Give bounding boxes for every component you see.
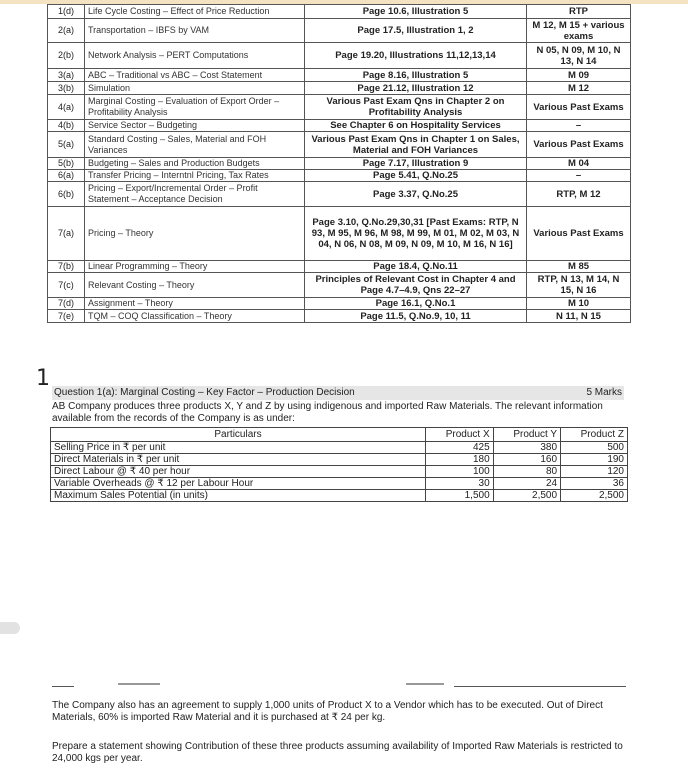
past-exams: RTP <box>527 5 631 19</box>
cell-value: 80 <box>493 466 560 478</box>
question-topic: Relevant Costing – Theory <box>85 273 305 298</box>
table-row <box>48 132 631 158</box>
past-exams: Various Past Exams <box>527 95 631 120</box>
cell-value: 2,500 <box>561 490 628 502</box>
question-number: 6(a) <box>48 170 85 182</box>
study-reference: Page 18.4, Q.No.11 <box>305 261 527 273</box>
cell-value: 120 <box>561 466 628 478</box>
question-number: 7(e) <box>48 310 85 323</box>
question-number: 4(a) <box>48 95 85 120</box>
study-reference: Page 19.20, Illustrations 11,12,13,14 <box>305 43 527 69</box>
column-header: Product X <box>426 428 494 442</box>
study-reference: Page 16.1, Q.No.1 <box>305 298 527 310</box>
question-topic: Transportation – IBFS by VAM <box>85 19 305 43</box>
table-row <box>48 43 631 69</box>
question-number: 7(b) <box>48 261 85 273</box>
question-topic: Standard Costing – Sales, Material and FOH Variances <box>85 132 305 158</box>
row-label: Variable Overheads @ ₹ 12 per Labour Hour <box>51 478 426 490</box>
past-exams: RTP, M 12 <box>527 182 631 207</box>
column-header: Particulars <box>51 428 426 442</box>
past-exams: M 10 <box>527 298 631 310</box>
question-topic: Transfer Pricing – Interntnl Pricing, Tax Rates <box>85 170 305 182</box>
question-number: 6(b) <box>48 182 85 207</box>
question-number: 2(a) <box>48 19 85 43</box>
question-marks: 5 Marks <box>586 387 622 398</box>
past-exams: N 05, N 09, M 10, N 13, N 14 <box>527 43 631 69</box>
question-topic: Service Sector – Budgeting <box>85 120 305 132</box>
past-exams: Various Past Exams <box>527 207 631 261</box>
cell-value: 2,500 <box>493 490 560 502</box>
study-reference: See Chapter 6 on Hospitality Services <box>305 120 527 132</box>
table-row <box>48 19 631 43</box>
study-reference: Page 11.5, Q.No.9, 10, 11 <box>305 310 527 323</box>
past-exams: Various Past Exams <box>527 132 631 158</box>
cell-value: 24 <box>493 478 560 490</box>
cell-value: 1,500 <box>426 490 494 502</box>
past-exams: M 04 <box>527 158 631 170</box>
question-number: 2(b) <box>48 43 85 69</box>
question-number: 5(a) <box>48 132 85 158</box>
divider-mark <box>118 683 160 685</box>
row-label: Direct Labour @ ₹ 40 per hour <box>51 466 426 478</box>
divider-mark <box>406 683 444 685</box>
table-row <box>51 466 628 478</box>
question-topic: Network Analysis – PERT Computations <box>85 43 305 69</box>
cell-value: 380 <box>493 442 560 454</box>
cell-value: 36 <box>561 478 628 490</box>
table-row <box>48 182 631 207</box>
question-topic: Pricing – Theory <box>85 207 305 261</box>
page-marker: 1 <box>36 366 50 391</box>
cell-value: 425 <box>426 442 494 454</box>
study-reference: Page 17.5, Illustration 1, 2 <box>305 19 527 43</box>
question-topic: Marginal Costing – Evaluation of Export Order – Profitability Analysis <box>85 95 305 120</box>
study-reference: Page 3.10, Q.No.29,30,31 [Past Exams: RTP, N 93, M 95, M 96, M 98, M 99, M 01, M 02, M 03, N 04, N 06, N 08, M 09, N 09, M 10, M 16, N 16] <box>305 207 527 261</box>
question-number: 5(b) <box>48 158 85 170</box>
question-number: 3(a) <box>48 69 85 82</box>
question-number: 7(a) <box>48 207 85 261</box>
table-row <box>48 207 631 261</box>
question-topic: Simulation <box>85 82 305 95</box>
past-exams: M 85 <box>527 261 631 273</box>
question-topic: Budgeting – Sales and Production Budgets <box>85 158 305 170</box>
past-exams: M 12 <box>527 82 631 95</box>
past-exams: – <box>527 170 631 182</box>
table-row <box>48 298 631 310</box>
table-row <box>48 69 631 82</box>
table-row <box>48 158 631 170</box>
study-reference: Page 8.16, Illustration 5 <box>305 69 527 82</box>
table-row <box>48 95 631 120</box>
question-intro: AB Company produces three products X, Y and Z by using indigenous and imported Raw Materials. The relevant information available from the records of the Company is as under: <box>52 401 603 424</box>
paragraph-instruction: Prepare a statement showing Contribution of these three products assuming availability of Imported Raw Materials is restricted to 24,000 kgs per year. <box>52 741 623 764</box>
study-reference: Principles of Relevant Cost in Chapter 4 and Page 4.7–4.9, Qns 22–27 <box>305 273 527 298</box>
past-exams: N 11, N 15 <box>527 310 631 323</box>
table-row <box>48 82 631 95</box>
study-reference: Page 5.41, Q.No.25 <box>305 170 527 182</box>
table-row <box>48 273 631 298</box>
table-row <box>48 170 631 182</box>
table-row <box>48 310 631 323</box>
question-number: 1(d) <box>48 5 85 19</box>
past-exams: M 12, M 15 + various exams <box>527 19 631 43</box>
row-label: Direct Materials in ₹ per unit <box>51 454 426 466</box>
product-data-table <box>50 427 628 502</box>
study-reference: Various Past Exam Qns in Chapter 1 on Sales, Material and FOH Variances <box>305 132 527 158</box>
cell-value: 30 <box>426 478 494 490</box>
question-title: Question 1(a): Marginal Costing – Key Factor – Production Decision <box>54 387 355 398</box>
question-topic: Life Cycle Costing – Effect of Price Reduction <box>85 5 305 19</box>
row-label: Selling Price in ₹ per unit <box>51 442 426 454</box>
past-exams: RTP, N 13, M 14, N 15, N 16 <box>527 273 631 298</box>
study-reference: Various Past Exam Qns in Chapter 2 on Profitability Analysis <box>305 95 527 120</box>
study-reference: Page 7.17, Illustration 9 <box>305 158 527 170</box>
table-row <box>51 478 628 490</box>
cell-value: 500 <box>561 442 628 454</box>
column-header: Product Z <box>561 428 628 442</box>
question-number: 7(c) <box>48 273 85 298</box>
table-row <box>48 5 631 19</box>
table-row <box>48 120 631 132</box>
study-reference: Page 10.6, Illustration 5 <box>305 5 527 19</box>
divider-line <box>52 686 74 687</box>
question-header <box>52 386 624 400</box>
study-reference: Page 21.12, Illustration 12 <box>305 82 527 95</box>
table-row <box>48 261 631 273</box>
question-topic: Linear Programming – Theory <box>85 261 305 273</box>
cell-value: 160 <box>493 454 560 466</box>
table-header-row <box>51 428 628 442</box>
question-reference-table <box>47 4 631 323</box>
cell-value: 190 <box>561 454 628 466</box>
cell-value: 180 <box>426 454 494 466</box>
divider-line <box>454 686 626 687</box>
table-row <box>51 442 628 454</box>
question-number: 3(b) <box>48 82 85 95</box>
cell-value: 100 <box>426 466 494 478</box>
question-topic: TQM – COQ Classification – Theory <box>85 310 305 323</box>
question-topic: Assignment – Theory <box>85 298 305 310</box>
paragraph-agreement: The Company also has an agreement to supply 1,000 units of Product X to a Vendor which has to be executed. Out of Direct Materials, 60% is imported Raw Material and it is purchased at ₹ 24 per kg. <box>52 700 603 723</box>
question-number: 7(d) <box>48 298 85 310</box>
study-reference: Page 3.37, Q.No.25 <box>305 182 527 207</box>
table-row <box>51 490 628 502</box>
table-row <box>51 454 628 466</box>
past-exams: M 09 <box>527 69 631 82</box>
row-label: Maximum Sales Potential (in units) <box>51 490 426 502</box>
past-exams: – <box>527 120 631 132</box>
question-number: 4(b) <box>48 120 85 132</box>
question-topic: Pricing – Export/Incremental Order – Profit Statement – Acceptance Decision <box>85 182 305 207</box>
column-header: Product Y <box>493 428 560 442</box>
question-topic: ABC – Traditional vs ABC – Cost Statement <box>85 69 305 82</box>
page-edge-tab <box>0 622 20 634</box>
